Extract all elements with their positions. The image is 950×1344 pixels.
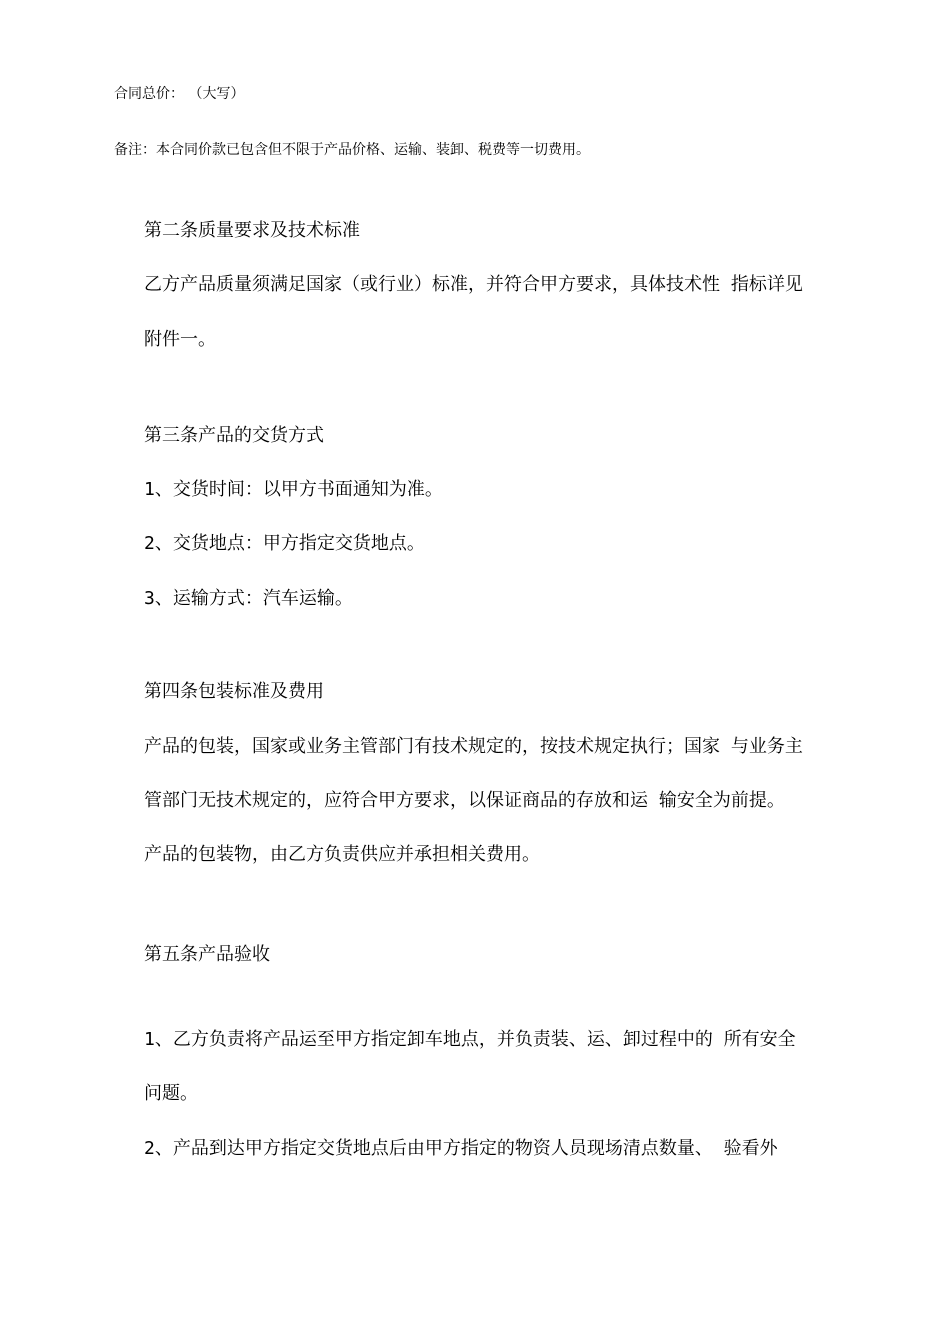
- article-2-heading: 第二条质量要求及技术标准: [144, 220, 360, 241]
- total-price-line: 合同总价： （大写）: [114, 86, 245, 102]
- article-4-heading: 第四条包装标准及费用: [144, 681, 324, 702]
- article-4-line: 管部门无技术规定的，应符合甲方要求，以保证商品的存放和运 输安全为前提。: [144, 790, 785, 811]
- article-4-line: 产品的包装，国家或业务主管部门有技术规定的，按技术规定执行；国家 与业务主: [144, 736, 803, 757]
- article-5-heading: 第五条产品验收: [144, 944, 270, 965]
- article-4-line: 产品的包装物，由乙方负责供应并承担相关费用。: [144, 844, 540, 865]
- article-3-line: 1、交货时间：以甲方书面通知为准。: [144, 479, 443, 500]
- article-5-line: 1、乙方负责将产品运至甲方指定卸车地点，并负责装、运、卸过程中的 所有安全: [144, 1029, 796, 1050]
- article-5-line: 2、产品到达甲方指定交货地点后由甲方指定的物资人员现场清点数量、 验看外: [144, 1138, 778, 1159]
- article-3-line: 3、运输方式：汽车运输。: [144, 588, 353, 609]
- article-5-line: 问题。: [144, 1083, 198, 1104]
- note-line: 备注：本合同价款已包含但不限于产品价格、运输、装卸、税费等一切费用。: [114, 142, 590, 158]
- article-2-line: 附件一。: [144, 329, 216, 350]
- article-2-line: 乙方产品质量须满足国家（或行业）标准，并符合甲方要求，具体技术性 指标详见: [144, 274, 803, 295]
- article-3-heading: 第三条产品的交货方式: [144, 425, 324, 446]
- article-3-line: 2、交货地点：甲方指定交货地点。: [144, 533, 425, 554]
